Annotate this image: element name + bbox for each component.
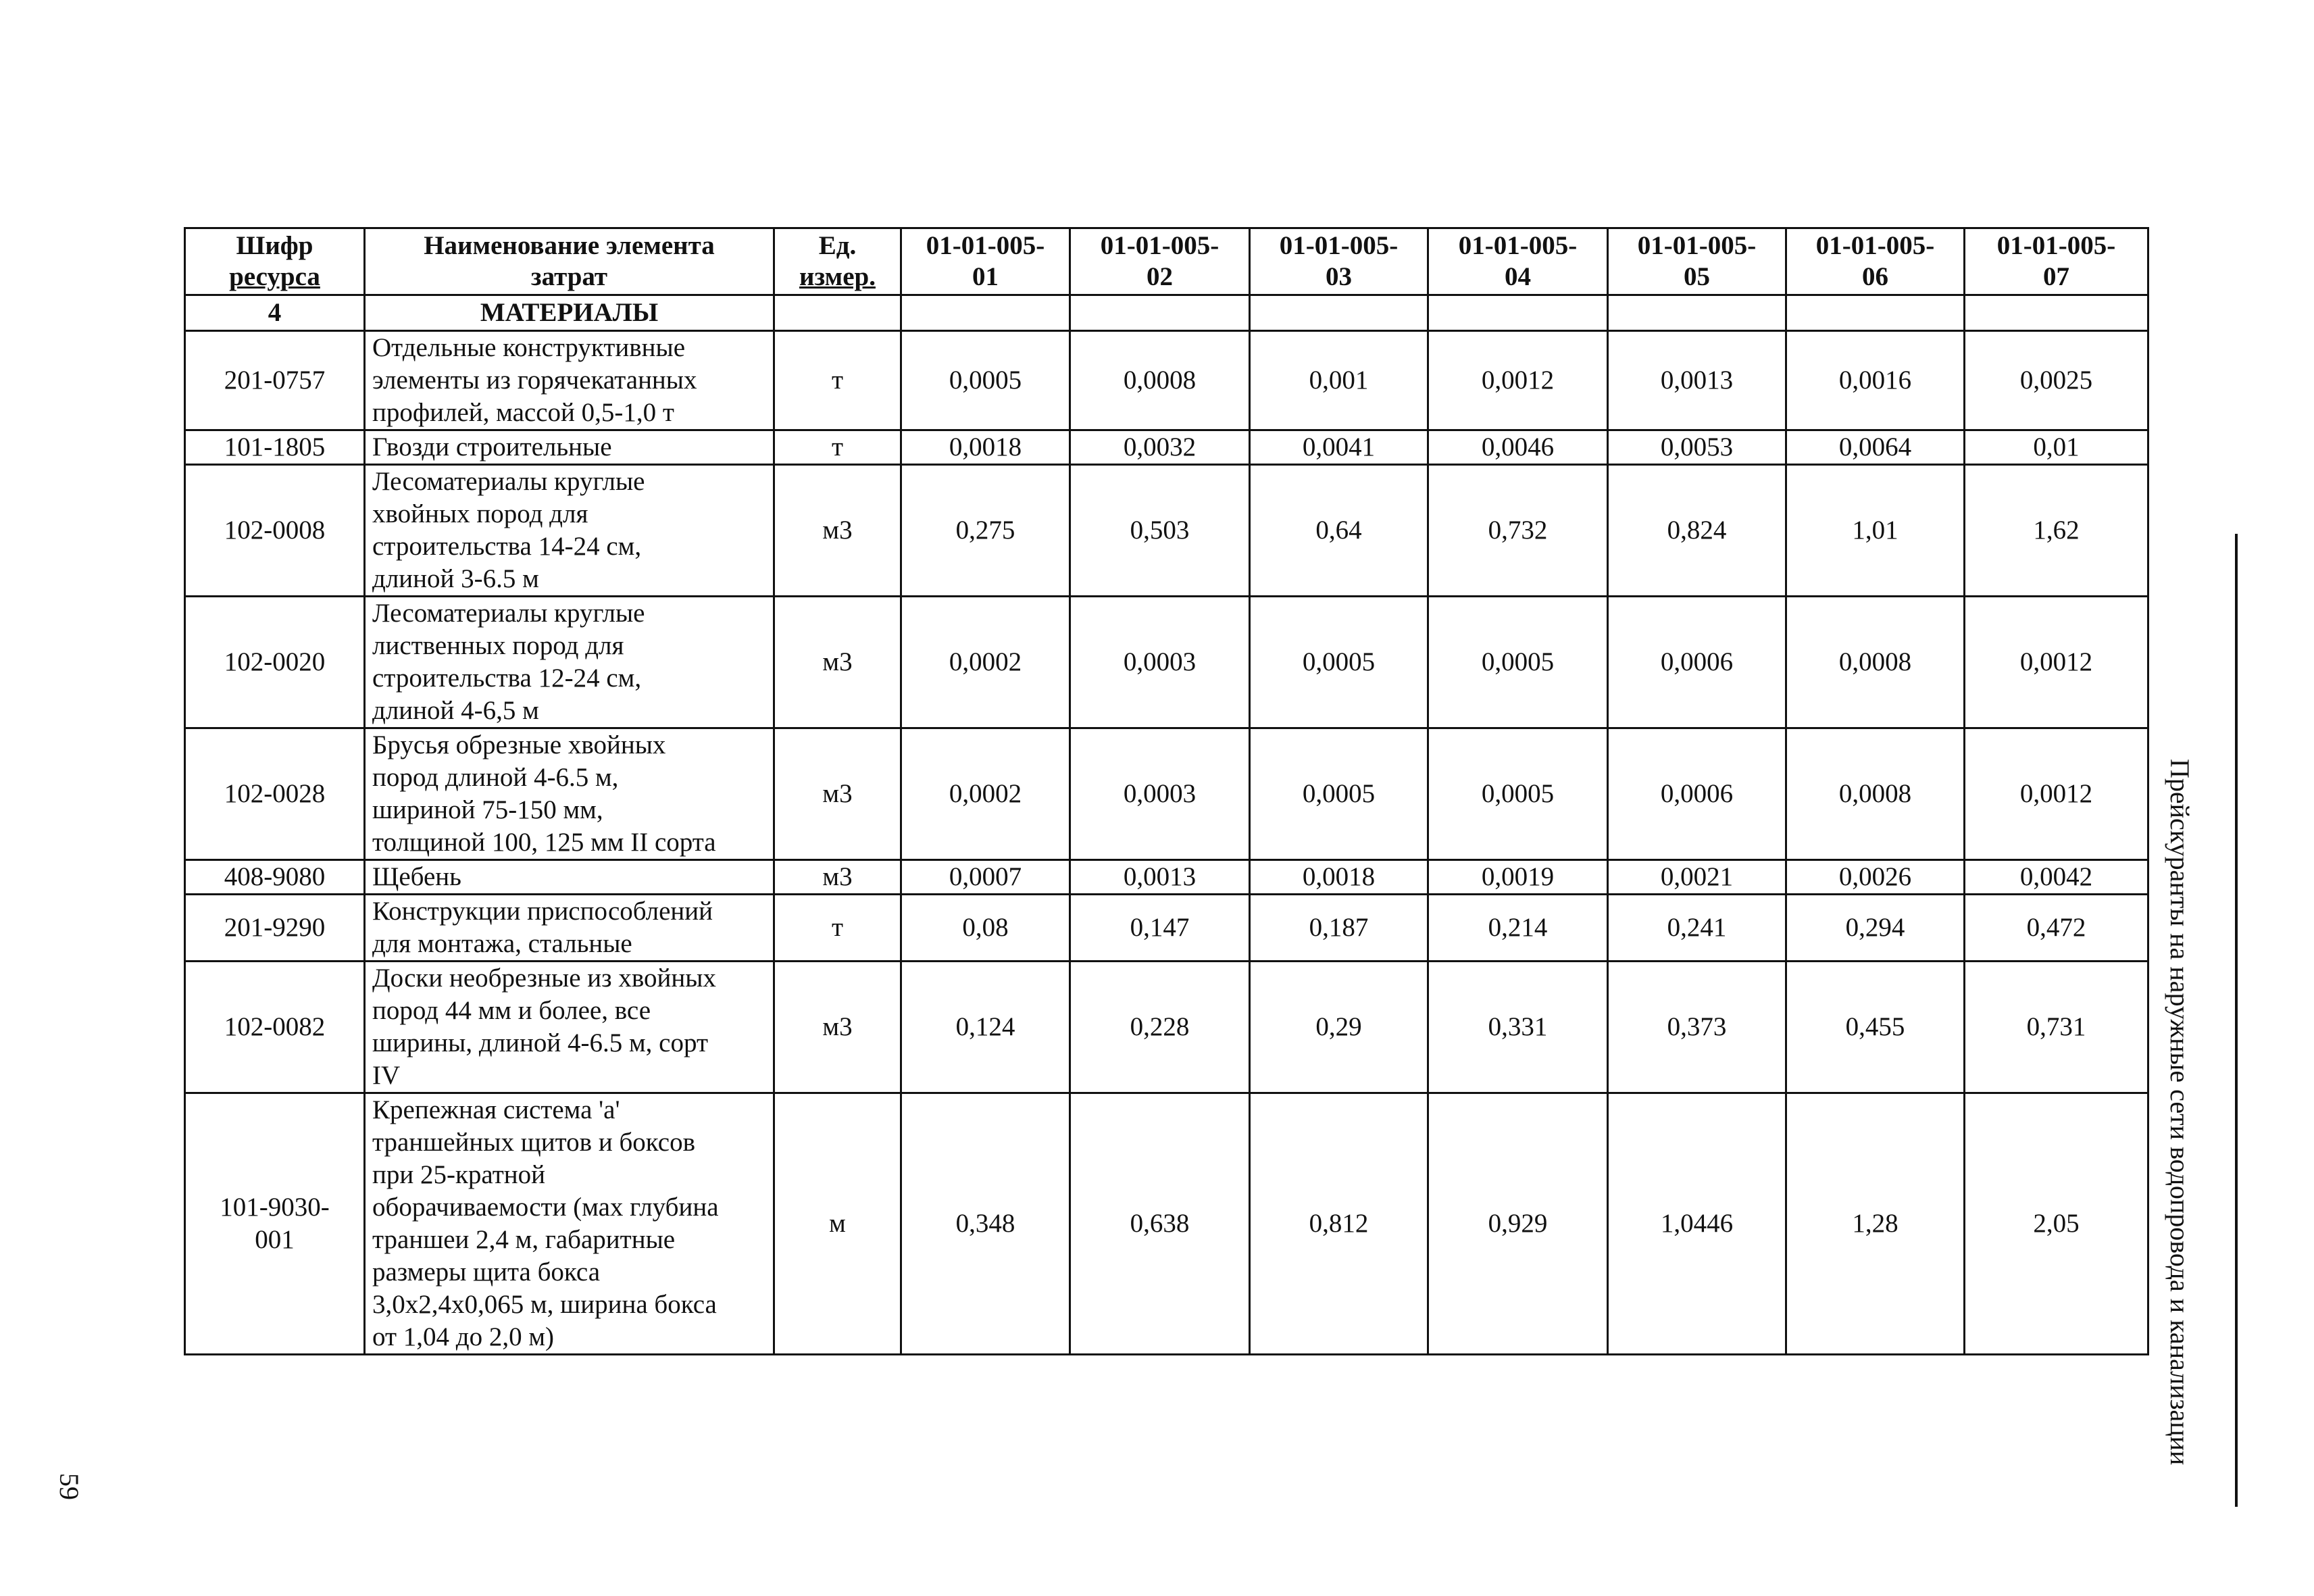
resource-name-line: ширины, длиной 4-6.5 м, сорт	[372, 1028, 709, 1057]
value-cell: 0,929	[1428, 1093, 1608, 1355]
resource-name-line: размеры щита бокса	[372, 1257, 601, 1287]
resource-name	[365, 1093, 774, 1355]
value-cell: 0,0005	[1250, 597, 1428, 728]
empty-cell	[1070, 295, 1250, 331]
resource-name-line: от 1,04 до 2,0 м)	[372, 1322, 555, 1351]
value-cell: 0,01	[1965, 430, 2148, 465]
table-row	[185, 962, 2148, 1093]
value-cell: 0,0013	[1070, 860, 1250, 895]
value-cell: 0,0018	[1250, 860, 1428, 895]
resource-code	[185, 430, 365, 465]
resource-code-line: 102-0082	[224, 1012, 326, 1041]
value-cell: 0,472	[1965, 895, 2148, 962]
resource-name-line: траншеи 2,4 м, габаритные	[372, 1225, 676, 1254]
value-cell: 0,214	[1428, 895, 1608, 962]
value-cell: 0,0008	[1786, 597, 1965, 728]
value-cell: 0,373	[1608, 962, 1786, 1093]
table-row	[185, 331, 2148, 430]
value-cell: 0,0016	[1786, 331, 1965, 430]
resource-name-line: элементы из горячекатанных	[372, 366, 697, 395]
resource-name-line: толщиной 100, 125 мм II сорта	[372, 828, 716, 857]
resource-name	[365, 465, 774, 597]
resource-name-line: хвойных пород для	[372, 499, 588, 528]
resource-code-line: 001	[255, 1225, 295, 1254]
unit-cell: т	[774, 895, 901, 962]
value-cell: 0,0064	[1786, 430, 1965, 465]
header-col-07: 01-01-005- 07	[1965, 228, 2148, 295]
resource-code-line: 102-0020	[224, 647, 326, 676]
value-cell: 0,0026	[1786, 860, 1965, 895]
resource-name-line: лиственных пород для	[372, 631, 624, 660]
table-row	[185, 465, 2148, 597]
empty-cell	[1250, 295, 1428, 331]
value-cell: 0,0025	[1965, 331, 2148, 430]
value-cell: 1,62	[1965, 465, 2148, 597]
value-cell: 0,638	[1070, 1093, 1250, 1355]
table-row	[185, 728, 2148, 860]
resource-code-line: 102-0008	[224, 516, 326, 545]
value-cell: 0,124	[901, 962, 1070, 1093]
table-header	[185, 228, 2148, 295]
value-cell: 0,0012	[1965, 597, 2148, 728]
header-col-04: 01-01-005- 04	[1428, 228, 1608, 295]
resource-code-line: 102-0028	[224, 779, 326, 808]
resource-name-line: оборачиваемости (мах глубина	[372, 1193, 719, 1222]
header-code: Шифр ресурса	[185, 228, 365, 295]
resource-name-line: для монтажа, стальные	[372, 929, 632, 958]
resource-table	[184, 227, 2149, 1355]
value-cell: 1,28	[1786, 1093, 1965, 1355]
resource-code	[185, 465, 365, 597]
unit-cell: м3	[774, 860, 901, 895]
resource-name	[365, 430, 774, 465]
unit-cell: м3	[774, 962, 901, 1093]
resource-name-line: Конструкции приспособлений	[372, 897, 713, 926]
resource-name-line: пород длиной 4-6.5 м,	[372, 763, 619, 792]
value-cell: 0,455	[1786, 962, 1965, 1093]
value-cell: 0,0005	[1250, 728, 1428, 860]
resource-code-line: 201-0757	[224, 366, 326, 395]
value-cell: 0,0013	[1608, 331, 1786, 430]
resource-code-line: 201-9290	[224, 913, 326, 942]
value-cell: 0,0012	[1428, 331, 1608, 430]
value-cell: 0,0021	[1608, 860, 1786, 895]
empty-cell	[1786, 295, 1965, 331]
value-cell: 0,0007	[901, 860, 1070, 895]
value-cell: 0,0053	[1608, 430, 1786, 465]
resource-name-line: длиной 3-6.5 м	[372, 564, 539, 593]
value-cell: 0,0006	[1608, 597, 1786, 728]
section-title: МАТЕРИАЛЫ	[365, 295, 774, 331]
value-cell: 0,0003	[1070, 597, 1250, 728]
resource-code	[185, 331, 365, 430]
table-row	[185, 1093, 2148, 1355]
header-name: Наименование элемента затрат	[365, 228, 774, 295]
value-cell: 0,0008	[1070, 331, 1250, 430]
value-cell: 0,0006	[1608, 728, 1786, 860]
resource-name-line: Доски необрезные из хвойных	[372, 964, 716, 993]
resource-code	[185, 1093, 365, 1355]
value-cell: 0,64	[1250, 465, 1428, 597]
table-row	[185, 860, 2148, 895]
resource-code	[185, 895, 365, 962]
value-cell: 0,275	[901, 465, 1070, 597]
resource-name-line: при 25-кратной	[372, 1160, 546, 1189]
value-cell: 0,29	[1250, 962, 1428, 1093]
table-row	[185, 895, 2148, 962]
resource-code	[185, 728, 365, 860]
value-cell: 0,731	[1965, 962, 2148, 1093]
page-number: 59	[54, 1473, 84, 1500]
resource-name-line: Отдельные конструктивные	[372, 333, 686, 362]
resource-name-line: Щебень	[372, 862, 461, 891]
value-cell: 0,0005	[1428, 728, 1608, 860]
value-cell: 0,241	[1608, 895, 1786, 962]
resource-name-line: строительства 12-24 см,	[372, 664, 642, 693]
value-cell: 0,0003	[1070, 728, 1250, 860]
unit-cell: м3	[774, 728, 901, 860]
value-cell: 0,0005	[901, 331, 1070, 430]
resource-code	[185, 962, 365, 1093]
empty-cell	[901, 295, 1070, 331]
value-cell: 0,0002	[901, 597, 1070, 728]
resource-name	[365, 895, 774, 962]
resource-name-line: Лесоматериалы круглые	[372, 599, 645, 628]
empty-cell	[774, 295, 901, 331]
header-col-03: 01-01-005- 03	[1250, 228, 1428, 295]
value-cell: 0,0041	[1250, 430, 1428, 465]
unit-cell: т	[774, 331, 901, 430]
header-unit: Ед. измер.	[774, 228, 901, 295]
value-cell: 2,05	[1965, 1093, 2148, 1355]
value-cell: 0,331	[1428, 962, 1608, 1093]
resource-name	[365, 860, 774, 895]
resource-name-line: траншейных щитов и боксов	[372, 1128, 695, 1157]
value-cell: 0,812	[1250, 1093, 1428, 1355]
resource-name-line: пород 44 мм и более, все	[372, 996, 651, 1025]
value-cell: 0,0032	[1070, 430, 1250, 465]
resource-code-line: 101-1805	[224, 432, 326, 462]
value-cell: 0,08	[901, 895, 1070, 962]
table-row	[185, 430, 2148, 465]
value-cell: 0,294	[1786, 895, 1965, 962]
value-cell: 0,732	[1428, 465, 1608, 597]
unit-cell: м	[774, 1093, 901, 1355]
value-cell: 0,001	[1250, 331, 1428, 430]
header-col-02: 01-01-005- 02	[1070, 228, 1250, 295]
resource-name-line: шириной 75-150 мм,	[372, 795, 603, 824]
resource-code-line: 408-9080	[224, 862, 326, 891]
value-cell: 0,348	[901, 1093, 1070, 1355]
header-col-01: 01-01-005- 01	[901, 228, 1070, 295]
resource-name-line: IV	[372, 1061, 401, 1090]
value-cell: 0,228	[1070, 962, 1250, 1093]
resource-name-line: Гвозди строительные	[372, 432, 612, 462]
side-rule	[2235, 534, 2238, 1507]
resource-name	[365, 331, 774, 430]
value-cell: 0,0002	[901, 728, 1070, 860]
value-cell: 0,0018	[901, 430, 1070, 465]
value-cell: 1,01	[1786, 465, 1965, 597]
section-number: 4	[185, 295, 365, 331]
resource-name-line: Лесоматериалы круглые	[372, 467, 645, 496]
value-cell: 0,503	[1070, 465, 1250, 597]
unit-cell: т	[774, 430, 901, 465]
unit-cell: м3	[774, 597, 901, 728]
side-title: Прейскуранты на наружные сети водопровода и канализации	[2165, 759, 2195, 1466]
resource-name-line: 3,0х2,4х0,065 м, ширина бокса	[372, 1290, 717, 1319]
resource-code-line: 101-9030-	[220, 1193, 330, 1222]
header-col-05: 01-01-005- 05	[1608, 228, 1786, 295]
section-row	[185, 295, 2148, 331]
resource-name	[365, 728, 774, 860]
value-cell: 0,0046	[1428, 430, 1608, 465]
resource-name	[365, 962, 774, 1093]
empty-cell	[1428, 295, 1608, 331]
empty-cell	[1608, 295, 1786, 331]
value-cell: 0,0008	[1786, 728, 1965, 860]
value-cell: 0,824	[1608, 465, 1786, 597]
value-cell: 0,147	[1070, 895, 1250, 962]
resource-name-line: строительства 14-24 см,	[372, 532, 642, 561]
value-cell: 0,187	[1250, 895, 1428, 962]
table-row	[185, 597, 2148, 728]
resource-name-line: длиной 4-6,5 м	[372, 696, 539, 725]
unit-cell: м3	[774, 465, 901, 597]
value-cell: 0,0019	[1428, 860, 1608, 895]
empty-cell	[1965, 295, 2148, 331]
resource-code	[185, 597, 365, 728]
header-col-06: 01-01-005- 06	[1786, 228, 1965, 295]
resource-code	[185, 860, 365, 895]
resource-name	[365, 597, 774, 728]
value-cell: 1,0446	[1608, 1093, 1786, 1355]
resource-name-line: Крепежная система 'а'	[372, 1095, 620, 1124]
resource-name-line: профилей, массой 0,5-1,0 т	[372, 398, 674, 427]
value-cell: 0,0012	[1965, 728, 2148, 860]
resource-name-line: Брусья обрезные хвойных	[372, 730, 666, 759]
value-cell: 0,0042	[1965, 860, 2148, 895]
value-cell: 0,0005	[1428, 597, 1608, 728]
